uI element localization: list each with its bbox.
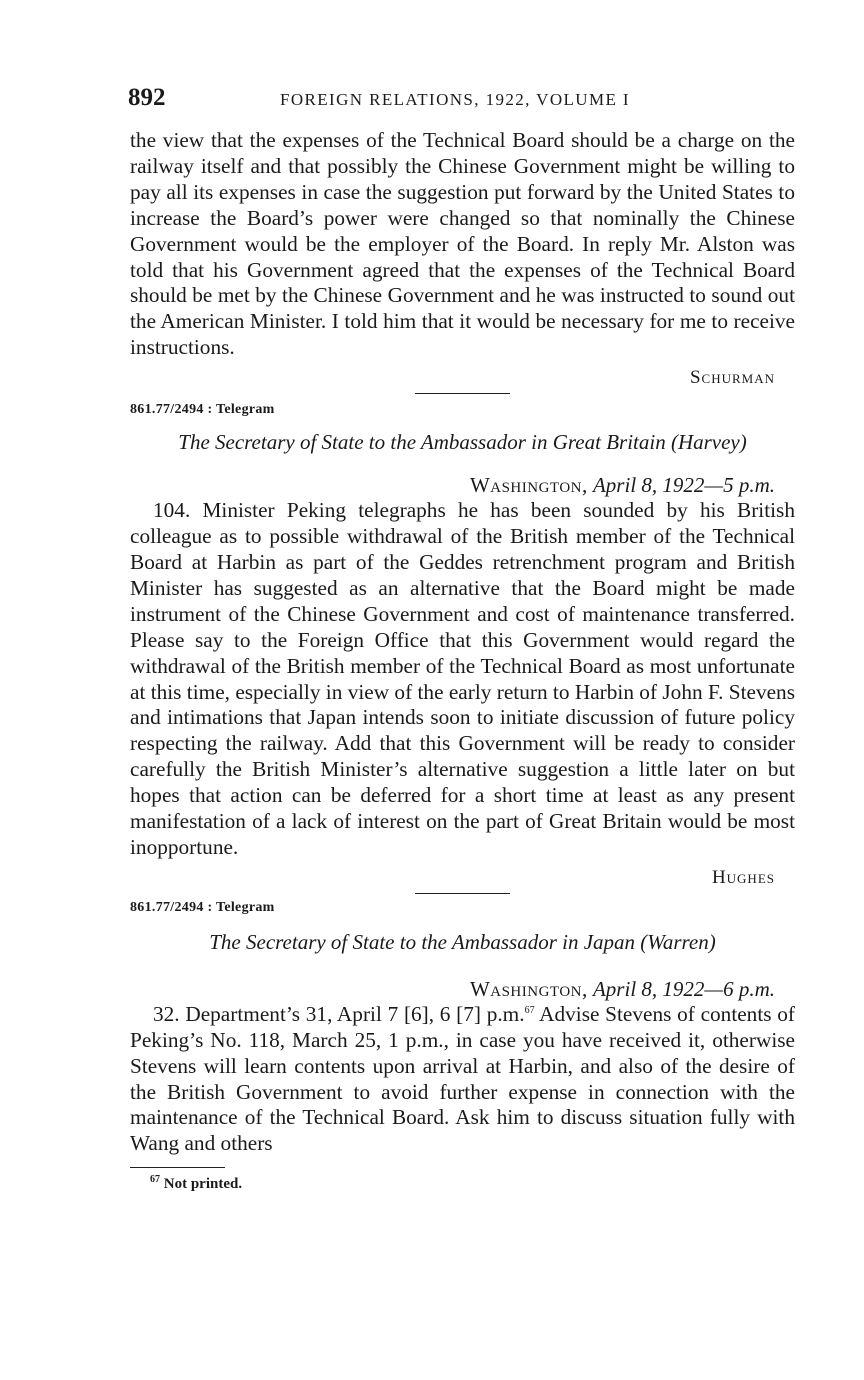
footnote: [130, 1176, 795, 1193]
telegram-body: 104. Minister Peking telegraphs he has been sounded by his British colleague as to possible withdrawal of the British member of the Technical Board at Harbin as part of the Geddes retrenchment program and British Minister has suggested as an alternative that the Board might be made instrument of the Chinese Government and cost of maintenance transferred. Please say to the Foreign Office that this Government would regard the withdrawal of the British member of the Technical Board as most unfortunate at this time, especially in view of the early return to Harbin of John F. Stevens and intimations that Japan intends soon to initiate discussion of future policy respecting the railway. Add that this Government will be ready to consider carefully the British Minister’s alternative suggestion a little later on but hopes that action can be deferred for a short time at least as any present manifestation of a lack of interest on the part of Great Britain would be most inopportune.: [130, 498, 795, 859]
telegram-body: [130, 1002, 795, 1157]
section-divider: [415, 893, 510, 894]
file-reference: 861.77/2494 : Telegram: [130, 402, 275, 418]
document-heading: The Secretary of State to the Ambassador in Japan (Warren): [209, 929, 716, 954]
section-divider: [415, 393, 510, 394]
footnote-marker: 67: [150, 1174, 160, 1186]
dateline: [130, 473, 795, 498]
dateline-place: Washington,: [469, 473, 588, 498]
page-header: [130, 84, 795, 114]
signature-schurman: Schurman: [689, 367, 775, 389]
dateline-date: April 8, 1922—6 p.m.: [592, 976, 775, 1001]
footnote-text: Not printed.: [160, 1176, 243, 1193]
footnote-divider: [130, 1167, 225, 1168]
dateline-place: Washington,: [469, 976, 588, 1001]
page-number: 892: [128, 84, 166, 111]
continued-paragraph: the view that the expenses of the Technical Board should be a charge on the railway itself and that possibly the Chinese Government might be willing to pay all its expenses in case the suggestion put forward by the United States to increase the Board’s power were changed so that nominally the Chinese Government would be the employer of the Board. In reply Mr. Alston was told that his Government agreed that the expenses of the Technical Board should be met by the Chinese Government and he was instructed to sound out the American Minister. I told him that it would be necessary for me to receive instructions.: [130, 128, 795, 360]
running-head: FOREIGN RELATIONS, 1922, VOLUME I: [280, 90, 630, 109]
footnote-reference: 67: [524, 1004, 535, 1016]
file-reference: 861.77/2494 : Telegram: [130, 899, 275, 915]
dateline: [130, 977, 795, 1002]
dateline-date: April 8, 1922—5 p.m.: [592, 473, 775, 498]
signature-hughes: Hughes: [711, 866, 775, 888]
document-heading: The Secretary of State to the Ambassador in Great Britain (Harvey): [178, 430, 747, 455]
document-page: [130, 84, 795, 1193]
telegram-body-rest: Advise Stevens of contents of Peking’s No. 118, March 25, 1 p.m., in case you have received it, otherwise Stevens will learn contents upon arrival at Harbin, and also of the desire of the British Government to avoid further expense in connection with the maintenance of the Technical Board. Ask him to discuss situation fully with Wang and others: [130, 1001, 795, 1156]
telegram-body-lead: 32. Department’s 31, April 7 [6], 6 [7] p.m.: [153, 1001, 525, 1026]
